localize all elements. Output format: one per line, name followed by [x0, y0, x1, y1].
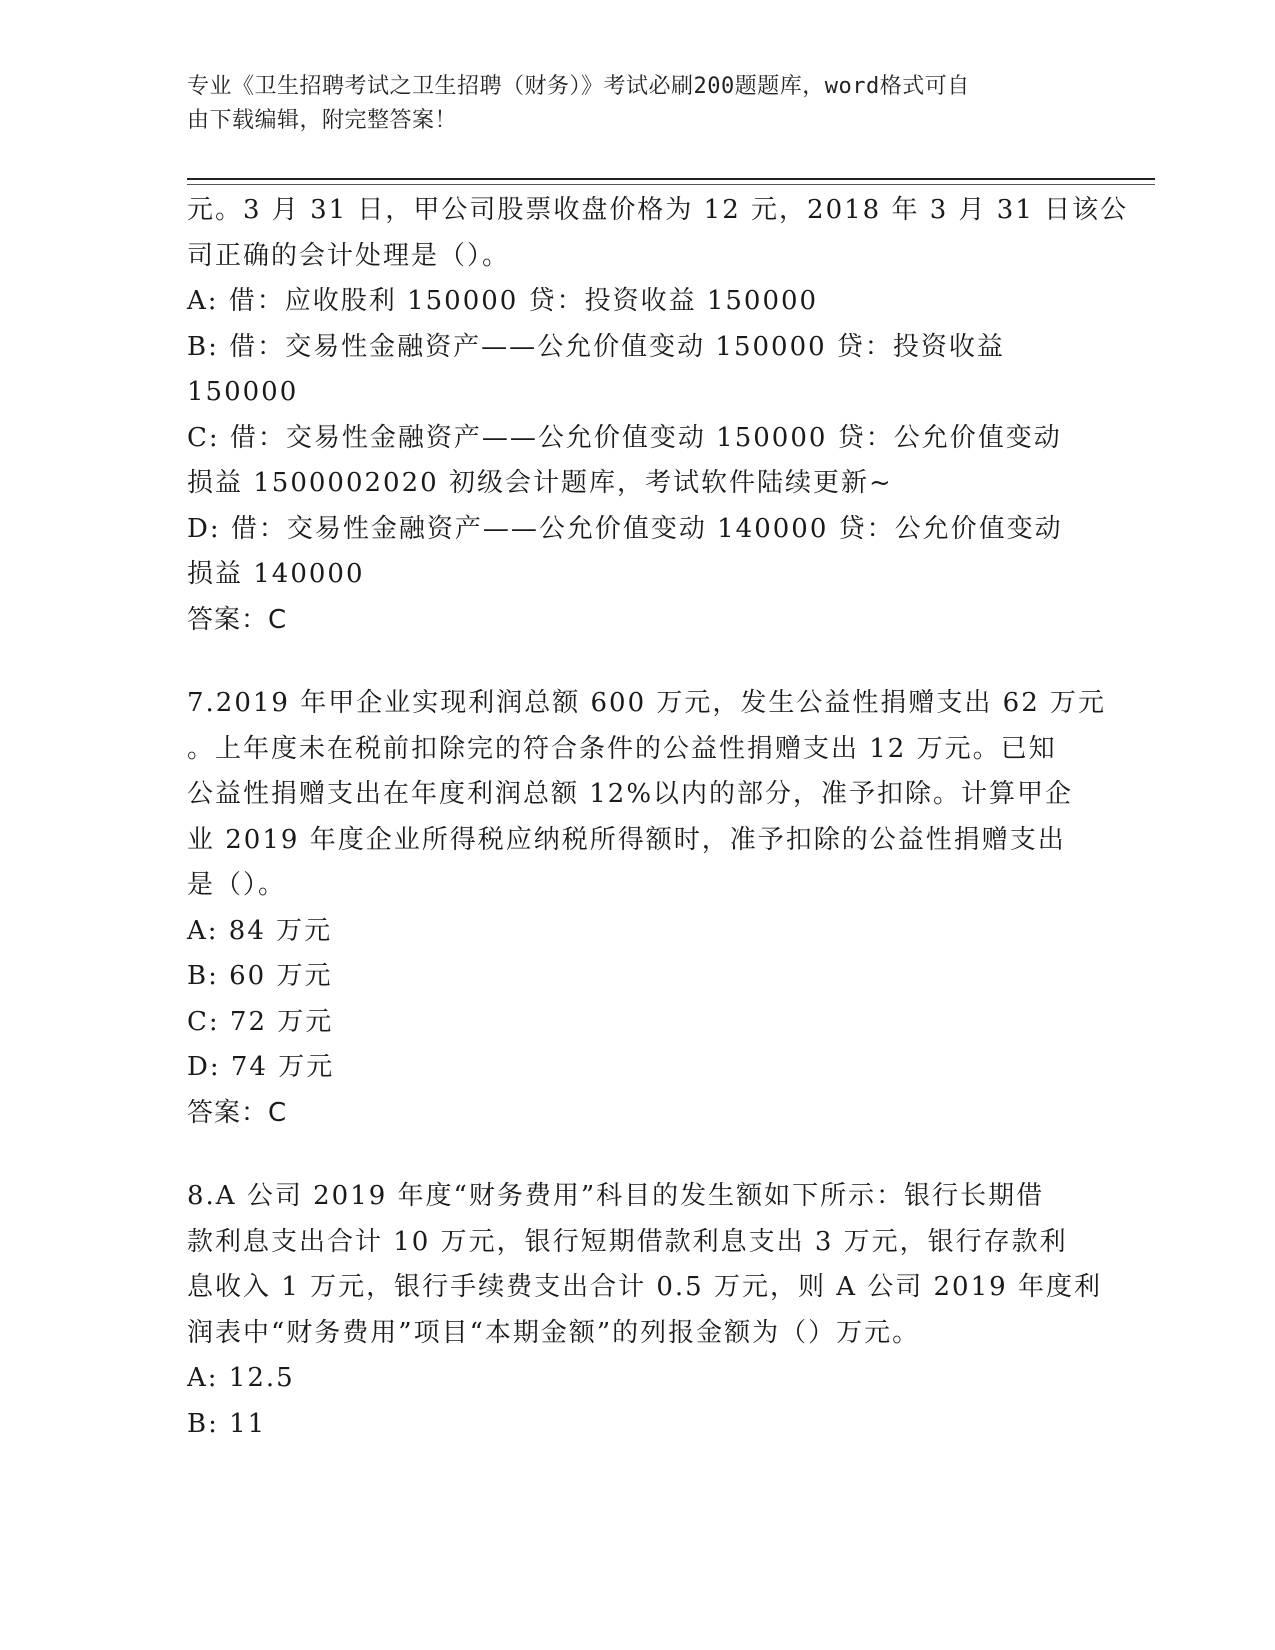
- option-b: B: 60 万元: [187, 961, 333, 991]
- option-d: D: 借：交易性金融资产——公允价值变动 140000 贷：公允价值变动: [187, 513, 1063, 544]
- page-header: [187, 70, 1067, 138]
- option-c-continued: 损益 1500002020 初级会计题库，考试软件陆续更新~: [187, 468, 893, 498]
- option-a: A: 借：应收股利 150000 贷：投资收益 150000: [187, 286, 819, 316]
- question-stem-line: 业 2019 年度企业所得税应纳税所得额时，准予扣除的公益性捐赠支出: [187, 824, 1066, 855]
- page-content: [187, 188, 1129, 1447]
- question-stem-line: 是（）。: [187, 870, 287, 900]
- question-stem-line: 。上年度未在税前扣除完的符合条件的公益性捐赠支出 12 万元。已知: [187, 733, 1057, 764]
- option-a: A: 12.5: [187, 1363, 295, 1393]
- option-c: C: 72 万元: [187, 1006, 334, 1037]
- question-stem-line: 款利息支出合计 10 万元，银行短期借款利息支出 3 万元，银行存款利: [187, 1226, 1068, 1257]
- option-b: B: 借：交易性金融资产——公允价值变动 150000 贷：投资收益: [187, 331, 1005, 362]
- spacer: [187, 1136, 1087, 1174]
- option-c: C: 借：交易性金融资产——公允价值变动 150000 贷：公允价值变动: [187, 422, 1062, 453]
- option-d-continued: 损益 140000: [187, 559, 365, 589]
- header-line-2: 由下载编辑，附完整答案！: [187, 108, 458, 133]
- header-line-1: 专业《卫生招聘考试之卫生招聘（财务）》考试必刷200题题库，word格式可自: [187, 74, 970, 99]
- answer: 答案：C: [187, 1097, 288, 1128]
- question-stem-line: 元。3 月 31 日，甲公司股票收盘价格为 12 元，2018 年 3 月 31 日该公: [187, 195, 1129, 225]
- option-a: A: 84 万元: [187, 915, 333, 946]
- header-rule: [187, 178, 1155, 180]
- question-6: [187, 188, 1129, 643]
- question-stem-line: 8.A 公司 2019 年度“财务费用”科目的发生额如下所示：银行长期借: [187, 1181, 1045, 1211]
- question-stem-line: 司正确的会计处理是（）。: [187, 240, 511, 271]
- question-stem-line: 润表中“财务费用”项目“本期金额”的列报金额为（）万元。: [187, 1317, 921, 1348]
- option-b-continued: 150000: [187, 377, 299, 407]
- spacer: [187, 643, 1087, 681]
- header-rule-secondary: [187, 184, 1155, 185]
- option-d: D: 74 万元: [187, 1052, 335, 1082]
- question-stem-line: 公益性捐赠支出在年度利润总额 12%以内的部分，准予扣除。计算甲企: [187, 779, 1074, 809]
- answer: 答案：C: [187, 604, 288, 635]
- question-8: [187, 1174, 1102, 1447]
- question-stem-line: 息收入 1 万元，银行手续费支出合计 0.5 万元，则 A 公司 2019 年度利: [187, 1272, 1102, 1302]
- option-b: B: 11: [187, 1408, 267, 1439]
- question-7: [187, 681, 1107, 1136]
- question-stem-line: 7.2019 年甲企业实现利润总额 600 万元，发生公益性捐赠支出 62 万元: [187, 688, 1107, 718]
